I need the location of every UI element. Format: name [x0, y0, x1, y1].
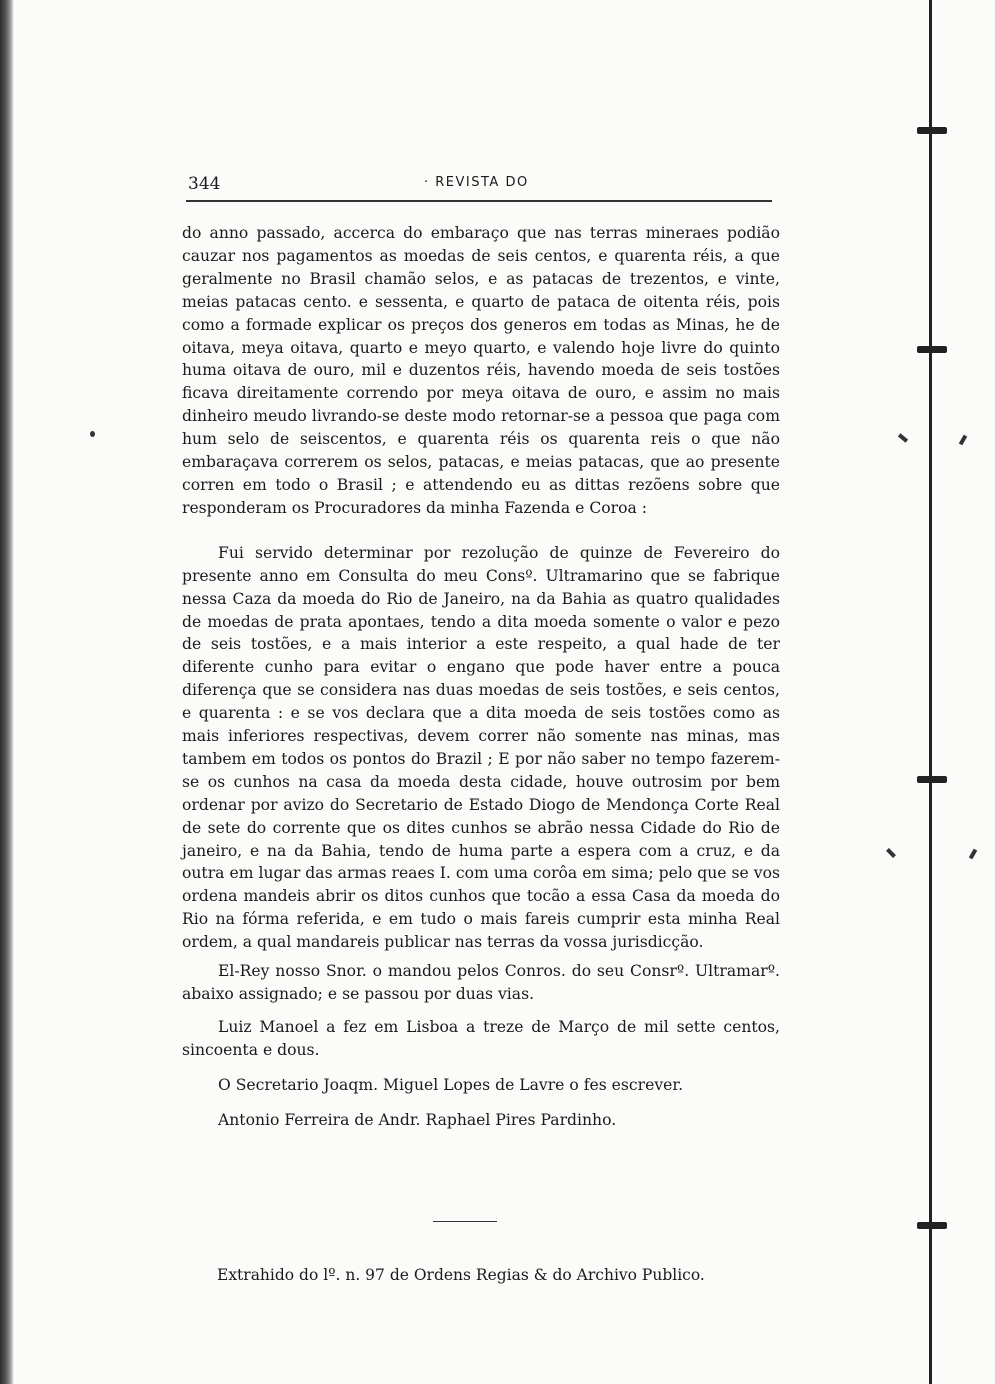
running-head: · REVISTA DO: [424, 175, 529, 190]
paragraph: El-Rey nosso Snor. o mandou pelos Conros. do seu Consrº. Ultramarº. abaixo assignado; e se passou por duas vias.: [182, 962, 780, 1003]
page-binding-edge: [0, 0, 14, 1384]
margin-mark: [959, 435, 967, 446]
margin-mark: [898, 433, 908, 442]
margin-rule: [929, 0, 932, 1384]
margin-mark: [969, 849, 977, 860]
page-number: 344: [188, 174, 221, 194]
paragraph: do anno passado, accerca do embaraço que nas terras mineraes podião cauzar nos pagamentos as moedas de seis centos, e quarenta réis, a que geralmente no Brasil chamão selos, e as patacas de trezentos, e vinte, meias patacas cento. e sessenta, e quarto de pataca de oitenta réis, pois como a formade explicar os preços dos generos em todas as Minas, he de oitava, meya oitava, quarto e meyo quarto, e valendo hoje livre do quinto huma oitava de ouro, mil e duzentos réis, havendo moeda de seis tostões ficava direitamente correndo por meya oitava de ouro, e assim no mais dinheiro meudo livrando-se deste modo retornar-se a pessoa que paga com hum selo de seiscentos, e quarenta réis os quarenta reis o que não embaraçava correrem os selos, patacas, e meias patacas, que ao presente corren em todo o Brasil ; e attendendo eu as dittas rezõens sobre que responderam os Procuradores da minha Fazenda e Coroa :: [182, 224, 780, 517]
signature-line: Antonio Ferreira de Andr. Raphael Pires Pardinho.: [218, 1110, 617, 1129]
source-note: Extrahido do lº. n. 97 de Ordens Regias & do Archivo Publico.: [217, 1266, 705, 1284]
closing-rule: [433, 1221, 497, 1222]
page-header: [186, 170, 776, 198]
margin-mark: [886, 848, 896, 858]
header-rule: [186, 200, 772, 202]
body-text: [182, 222, 780, 1132]
signature-line: O Secretario Joaqm. Miguel Lopes de Lavre o fes escrever.: [218, 1075, 684, 1094]
margin-dot: [90, 431, 95, 437]
margin-tick: [917, 776, 947, 783]
margin-tick: [917, 127, 947, 134]
margin-tick: [917, 1222, 947, 1229]
paragraph: Fui servido determinar por rezolução de quinze de Fevereiro do presente anno em Consulta do meu Consº. Ultramarino que se fabrique nessa Caza da moeda do Rio de Janeiro, na da Bahia as quatro qualidades de moedas de prata apontaes, tendo a dita moeda somente o valor e pezo de seis tostões, e a mais interior a este respeito, a qual hade de ter diferente cunho para evitar o engano que pode haver entre a pouca diferença que se considera nas duas moedas de seis tostões, e seis centos, e quarenta : e se vos declara que a dita moeda de seis tostões como as mais inferiores respectivas, devem correr não somente nas minas, mas tambem em todos os pontos do Brazil ; E por não saber no tempo fazerem-se os cunhos na casa da moeda desta cidade, houve outrosim por bem ordenar por avizo do Secretario de Estado Diogo de Mendonça Corte Real de sete do corrente que os dites cunhos se abrão nessa Cidade do Rio de janeiro, e na da Bahia, tendo de huma parte a espera com a cruz, e da outra em lugar das armas reaes I. com uma corôa em sima; pelo que se vos ordena mandeis abrir os ditos cunhos que tocão a essa Casa da moeda do Rio na fórma referida, e em tudo o mais fareis cumprir esta minha Real ordem, a qual mandareis publicar nas terras da vossa jurisdicção.: [182, 543, 780, 952]
paragraph: Luiz Manoel a fez em Lisboa a treze de Março de mil sette centos, sincoenta e dous.: [182, 1017, 780, 1059]
margin-tick: [917, 346, 947, 353]
